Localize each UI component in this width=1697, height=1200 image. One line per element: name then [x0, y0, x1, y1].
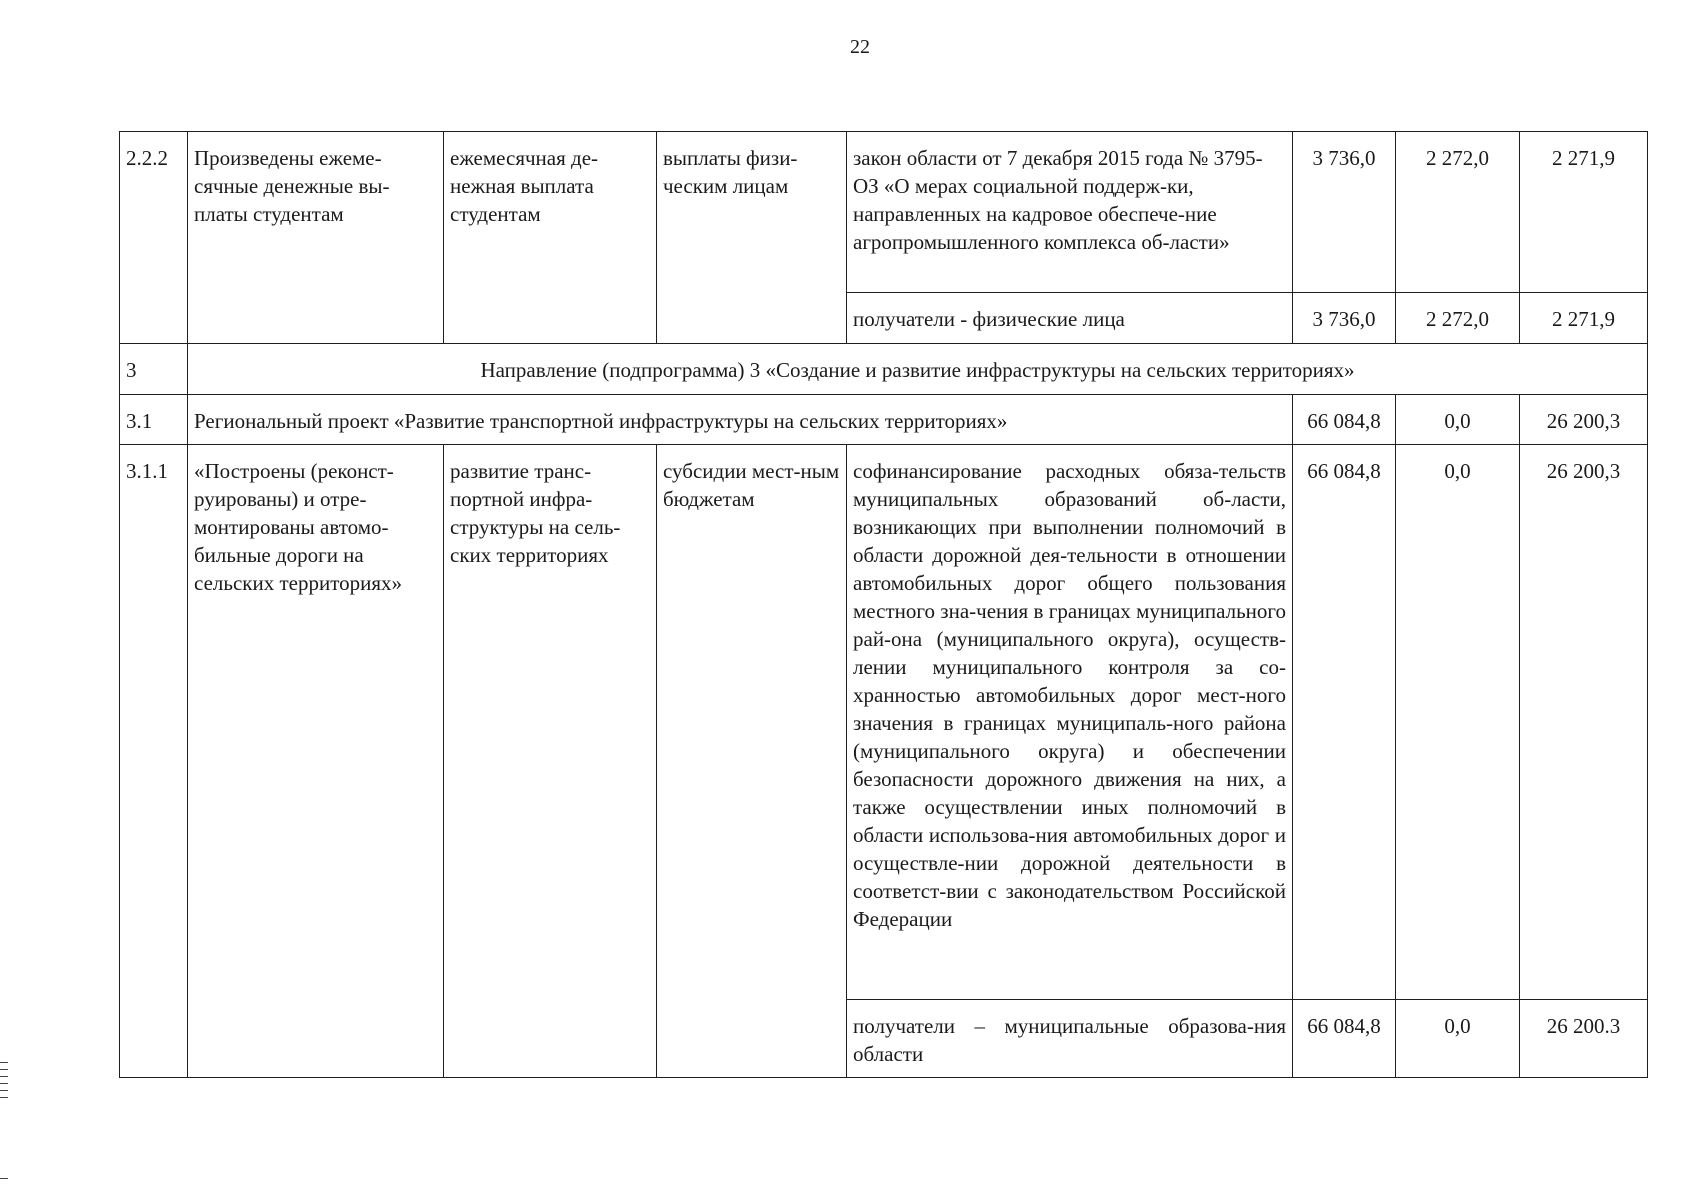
- value-2: 2 272,0: [1396, 132, 1520, 293]
- row-code: 3: [120, 344, 188, 395]
- value-3: 2 271,9: [1520, 132, 1648, 293]
- table-row-3-1: [120, 395, 1648, 445]
- table-row-3: [120, 344, 1648, 395]
- basis-cell: софинансирование расходных обяза-тельств муниципальных образований об-ласти, возникающих при выполнении полномочий в области дорожной дея-тельности в отношении автомобильных дорог общего пользования местного зна-чения в границах муниципального рай-она (муниципального округа), осуществ-лении муниципального контроля за со-хранностью автомобильных дорог мест-ного значения в границах муниципаль-ного района (муниципального округа) и обеспечении безопасности дорожного движения на них, а также осуществлении иных полномочий в области использова-ния автомобильных дорог и осуществле-нии дорожной деятельности в соответст-вии с законодательством Российской Федерации: [847, 445, 1293, 1000]
- margin-dash: [0, 1178, 8, 1179]
- measure-cell: развитие транс-портной инфра-структуры на сель-ских территориях: [444, 445, 657, 1078]
- row-code: 3.1: [120, 395, 188, 445]
- recipients-cell: получатели - физические лица: [847, 293, 1293, 344]
- value-1: 3 736,0: [1293, 132, 1396, 293]
- value-1: 66 084,8: [1293, 395, 1396, 445]
- payment-type-cell: выплаты физи-ческим лицам: [657, 132, 847, 344]
- page-number: 22: [850, 36, 870, 58]
- table-row-2-2-2: [120, 132, 1648, 293]
- binding-marks: [0, 1062, 8, 1104]
- recipients-cell: получатели – муниципальные образова-ния области: [847, 1000, 1293, 1078]
- row-code: 2.2.2: [120, 132, 188, 344]
- payment-type-cell: субсидии мест-ным бюджетам: [657, 445, 847, 1078]
- value-1: 66 084,8: [1293, 445, 1396, 1000]
- value-2: 0,0: [1396, 1000, 1520, 1078]
- result-cell: Произведены ежеме-сячные денежные вы-платы студентам: [188, 132, 444, 344]
- value-3: 26 200.3: [1520, 1000, 1648, 1078]
- value-1: 66 084,8: [1293, 1000, 1396, 1078]
- table-row-3-1-1: [120, 445, 1648, 1000]
- measure-cell: ежемесячная де-нежная выплата студентам: [444, 132, 657, 344]
- value-3: 2 271,9: [1520, 293, 1648, 344]
- basis-cell: закон области от 7 декабря 2015 года № 3795-ОЗ «О мерах социальной поддерж-ки, направленных на кадровое обеспече-ние агропромышленного комплекса об-ласти»: [847, 132, 1293, 293]
- section-title: Направление (подпрограмма) 3 «Создание и развитие инфраструктуры на сельских территориях»: [188, 344, 1648, 395]
- value-3: 26 200,3: [1520, 445, 1648, 1000]
- value-2: 0,0: [1396, 445, 1520, 1000]
- value-1: 3 736,0: [1293, 293, 1396, 344]
- result-cell: «Построены (реконст-руированы) и отре-монтированы автомо-бильные дороги на сельских территориях»: [188, 445, 444, 1078]
- value-3: 26 200,3: [1520, 395, 1648, 445]
- budget-table: [119, 131, 1648, 1078]
- value-2: 0,0: [1396, 395, 1520, 445]
- project-title: Региональный проект «Развитие транспортной инфраструктуры на сельских территориях»: [188, 395, 1293, 445]
- value-2: 2 272,0: [1396, 293, 1520, 344]
- row-code: 3.1.1: [120, 445, 188, 1078]
